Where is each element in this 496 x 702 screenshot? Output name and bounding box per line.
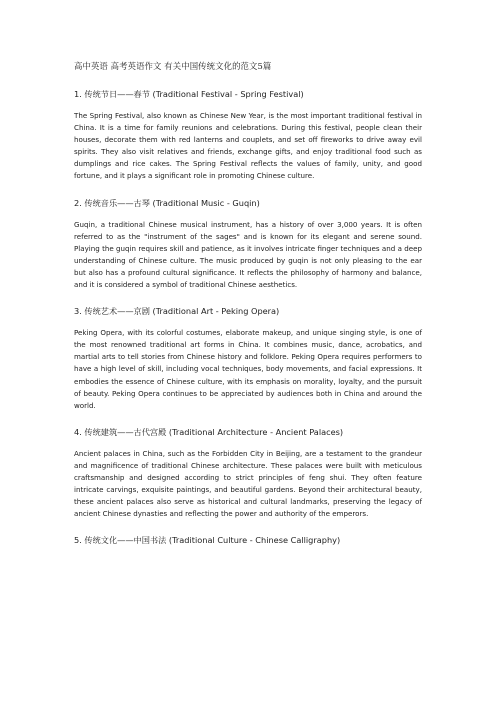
section-heading xyxy=(74,305,422,317)
section-title-en: (Traditional Art - Peking Opera) xyxy=(152,306,280,317)
section-number: 3. xyxy=(74,306,82,317)
section-title-zh: 传统节日——春节 xyxy=(84,89,150,99)
section-guqin xyxy=(74,197,422,292)
section-heading xyxy=(74,88,422,100)
section-title-zh: 传统艺术——京剧 xyxy=(84,306,150,317)
section-heading xyxy=(74,197,422,209)
section-heading xyxy=(74,534,422,546)
section-paragraph: Guqin, a traditional Chinese musical instrument, has a history of over 3,000 years. It is often referred to as the "instrument of the sages" and is known for its elegant and serene sound. Playing the guqin requires skill and patience, as it involves intricate finger techniques and a deep understanding of Chinese culture. The music produced by guqin is not only pleasing to the ear but also has a profound cultural significance. It reflects the philosophy of harmony and balance, and it is considered a symbol of traditional Chinese aesthetics. xyxy=(74,219,422,290)
section-paragraph: The Spring Festival, also known as Chinese New Year, is the most important traditional festival in China. It is a time for family reunions and celebrations. During this festival, people clean their houses, decorate them with red lanterns and couplets, and set off fireworks to drive away evil spirits. They also visit relatives and friends, exchange gifts, and enjoy traditional food such as dumplings and rice cakes. The Spring Festival reflects the values of family, unity, and good fortune, and it plays a significant role in promoting Chinese culture. xyxy=(74,111,422,181)
section-title-zh: 传统文化——中国书法 xyxy=(84,535,167,546)
section-spring-festival xyxy=(74,88,422,183)
section-heading xyxy=(74,426,422,438)
section-calligraphy xyxy=(74,534,422,546)
document-title: 高中英语 高考英语作文 有关中国传统文化的范文5篇 xyxy=(74,61,272,71)
section-number: 2. xyxy=(74,197,82,208)
section-ancient-palaces xyxy=(74,426,422,521)
section-title-en: (Traditional Culture - Chinese Calligraphy) xyxy=(168,535,341,546)
section-title-zh: 传统建筑——古代宫殿 xyxy=(84,426,167,437)
section-number: 5. xyxy=(74,535,82,546)
section-peking-opera xyxy=(74,305,422,412)
section-title-en: (Traditional Festival - Spring Festival) xyxy=(152,89,304,99)
section-title-en: (Traditional Music - Guqin) xyxy=(152,197,260,208)
section-title-zh: 传统音乐——古琴 xyxy=(84,197,150,208)
document-page xyxy=(74,60,422,556)
section-title-en: (Traditional Architecture - Ancient Palaces) xyxy=(168,426,344,437)
section-number: 4. xyxy=(74,426,82,437)
section-paragraph: Peking Opera, with its colorful costumes, elaborate makeup, and unique singing style, is one of the most renowned traditional art forms in China. It combines music, dance, acrobatics, and martial arts to tell stories from Chinese history and folklore. Peking Opera requires performers to have a high level of skill, including vocal techniques, body movements, and facial expressions. It embodies the essence of Chinese culture, with its emphasis on morality, loyalty, and the pursuit of beauty. Peking Opera continues to be appreciated by audiences both in China and around the world. xyxy=(74,328,422,410)
section-paragraph: Ancient palaces in China, such as the Forbidden City in Beijing, are a testament to the grandeur and magnificence of traditional Chinese architecture. These palaces were built with meticulous craftsmanship and designed according to strict principles of feng shui. They often feature intricate carvings, exquisite paintings, and beautiful gardens. Beyond their architectural beauty, these ancient palaces also serve as historical and cultural landmarks, preserving the legacy of ancient Chinese dynasties and reflecting the power and authority of the emperors. xyxy=(74,448,422,519)
section-number: 1. xyxy=(74,89,82,99)
